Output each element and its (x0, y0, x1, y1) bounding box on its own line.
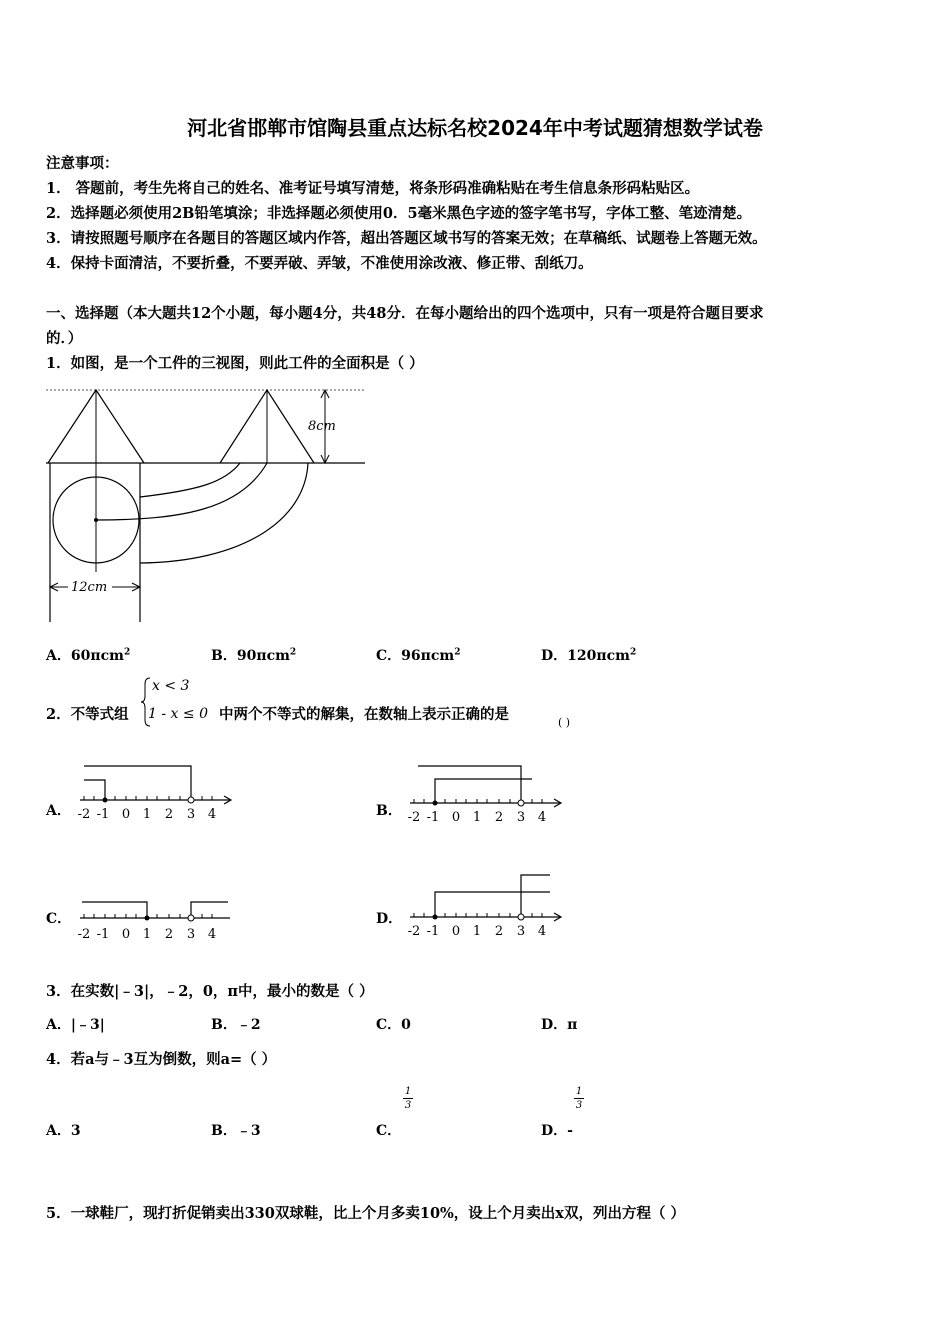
tick-label: 1 (472, 924, 482, 939)
tick-label: 4 (207, 807, 217, 822)
tick-label: 3 (186, 807, 196, 822)
q1-stem: 1．如图，是一个工件的三视图，则此工件的全面积是（ ） (46, 355, 424, 372)
option-text: π (567, 1017, 578, 1033)
notice-item-4: 4．保持卡面清洁，不要折叠，不要弄破、弄皱，不准使用涂改液、修正带、刮纸刀。 (46, 255, 593, 272)
tick-label: 2 (164, 807, 174, 822)
option-label: C． (376, 648, 402, 664)
option-text: 3 (70, 1123, 81, 1139)
q2-option-b-label[interactable]: B． (376, 803, 402, 819)
section-heading-line2: 的．） (46, 330, 83, 347)
option-label: A． (46, 648, 71, 664)
upper-curve (140, 463, 240, 497)
width-label: 12cm (71, 580, 108, 595)
q3-stem: 3．在实数|﹣3|，﹣2，0，π中，最小的数是（ ） (46, 983, 374, 1000)
tick-label: 4 (537, 810, 547, 825)
option-label: B． (211, 1017, 237, 1033)
fraction-numerator: 1 (404, 1086, 412, 1097)
q3-option-c[interactable] (376, 1014, 411, 1034)
option-sup: 2 (289, 647, 297, 658)
q2-stem-suffix: 中两个不等式的解集，在数轴上表示正确的是 (219, 706, 509, 723)
tick-label: -2 (77, 927, 91, 942)
q2-numberline-a (74, 760, 244, 825)
option-text: 96πcm (401, 648, 455, 664)
tick-label: -1 (96, 807, 110, 822)
tick-label: 0 (121, 927, 131, 942)
q1-option-c[interactable] (376, 645, 461, 665)
q4-option-d[interactable] (541, 1120, 573, 1140)
q4-stem: 4．若a与﹣3互为倒数，则a=（ ） (46, 1051, 277, 1068)
tick-label: 0 (451, 924, 461, 939)
tick-label: 2 (164, 927, 174, 942)
height-label: 8cm (308, 419, 336, 434)
tick-label: 1 (142, 807, 152, 822)
tick-label: -2 (407, 924, 421, 939)
outer-curve (140, 463, 308, 563)
option-label: B． (211, 648, 237, 664)
q4-option-d-fraction (574, 1086, 584, 1111)
option-text: 0 (401, 1017, 411, 1033)
option-label: C． (376, 1017, 402, 1033)
tick-label: -1 (426, 810, 440, 825)
tick-label: -2 (77, 807, 91, 822)
q1-option-b[interactable] (211, 645, 296, 665)
fraction-numerator: 1 (575, 1086, 583, 1097)
q2-numberline-b (404, 760, 574, 825)
q1-option-a[interactable] (46, 645, 130, 665)
option-label: D． (541, 648, 568, 664)
option-text: - (567, 1123, 573, 1139)
fraction-denominator: 3 (575, 1100, 583, 1111)
option-sup: 2 (454, 647, 461, 658)
tick-label: 1 (142, 927, 152, 942)
q3-option-d[interactable] (541, 1014, 577, 1034)
option-text: ﹣2 (236, 1017, 261, 1033)
tick-label: -2 (407, 810, 421, 825)
option-text: 90πcm (236, 648, 290, 664)
notice-item-1: 1． 答题前，考生先将自己的姓名、准考证号填写清楚，将条形码准确粘贴在考生信息条形码粘贴区。 (46, 180, 700, 197)
tick-label: 3 (186, 927, 196, 942)
notice-item-2: 2．选择题必须使用2B铅笔填涂；非选择题必须使用0．5毫米黑色字迹的签字笔书写，字体工整、笔迹清楚。 (46, 205, 752, 222)
option-label: A． (46, 1123, 71, 1139)
q4-option-a[interactable] (46, 1120, 81, 1140)
tick-label: 4 (207, 927, 217, 942)
option-label: D． (541, 1123, 568, 1139)
q3-option-b[interactable] (211, 1014, 261, 1034)
section-heading-line1: 一、选择题（本大题共12个小题，每小题4分，共48分．在每小题给出的四个选项中，只有一项是符合题目要求 (46, 305, 764, 322)
tick-label: 0 (121, 807, 131, 822)
q3-option-a[interactable] (46, 1014, 105, 1034)
q1-option-d[interactable] (541, 645, 636, 665)
q4-option-b[interactable] (211, 1120, 261, 1140)
tick-label: 0 (451, 810, 461, 825)
option-label: D． (541, 1017, 568, 1033)
q2-numberline-d (404, 870, 574, 940)
q2-stem-prefix: 2．不等式组 (46, 706, 129, 723)
option-sup: 2 (629, 647, 637, 658)
option-label: C． (376, 1123, 402, 1139)
option-text: 120πcm (567, 648, 630, 664)
page-title: 河北省邯郸市馆陶县重点达标名校2024年中考试题猜想数学试卷 (187, 116, 763, 140)
tick-label: 2 (494, 810, 504, 825)
q2-system-line2: 1 - x ≤ 0 (148, 706, 208, 722)
tick-label: 3 (516, 924, 526, 939)
q2-system-line1: x < 3 (152, 678, 190, 694)
tick-label: 2 (494, 924, 504, 939)
q2-option-c-label[interactable]: C． (46, 911, 72, 927)
q2-option-d-label[interactable]: D． (376, 911, 403, 927)
q2-paren: ( ) (558, 716, 571, 729)
option-text: 60πcm (70, 648, 124, 664)
q4-option-c-fraction (403, 1086, 413, 1111)
tick-label: -1 (426, 924, 440, 939)
q4-option-c[interactable] (376, 1120, 401, 1140)
q2-numberline-c (74, 880, 244, 945)
option-label: A． (46, 1017, 71, 1033)
option-label: B． (211, 1123, 237, 1139)
tick-label: 1 (472, 810, 482, 825)
option-text: ﹣3 (236, 1123, 261, 1139)
tick-label: 4 (537, 924, 547, 939)
q1-three-view-figure (40, 382, 380, 627)
notice-heading: 注意事项： (46, 155, 119, 172)
tick-label: 3 (516, 810, 526, 825)
q5-stem: 5．一球鞋厂，现打折促销卖出330双球鞋，比上个月多卖10%，设上个月卖出x双，列出方程（ ） (46, 1205, 686, 1222)
fraction-denominator: 3 (404, 1100, 412, 1111)
tick-label: -1 (96, 927, 110, 942)
option-text: |﹣3| (70, 1017, 105, 1033)
notice-item-3: 3．请按照题号顺序在各题目的答题区域内作答，超出答题区域书写的答案无效；在草稿纸、试题卷上答题无效。 (46, 230, 767, 247)
option-sup: 2 (123, 647, 131, 658)
q2-option-a-label[interactable]: A． (46, 803, 71, 819)
inner-curve (96, 463, 267, 520)
